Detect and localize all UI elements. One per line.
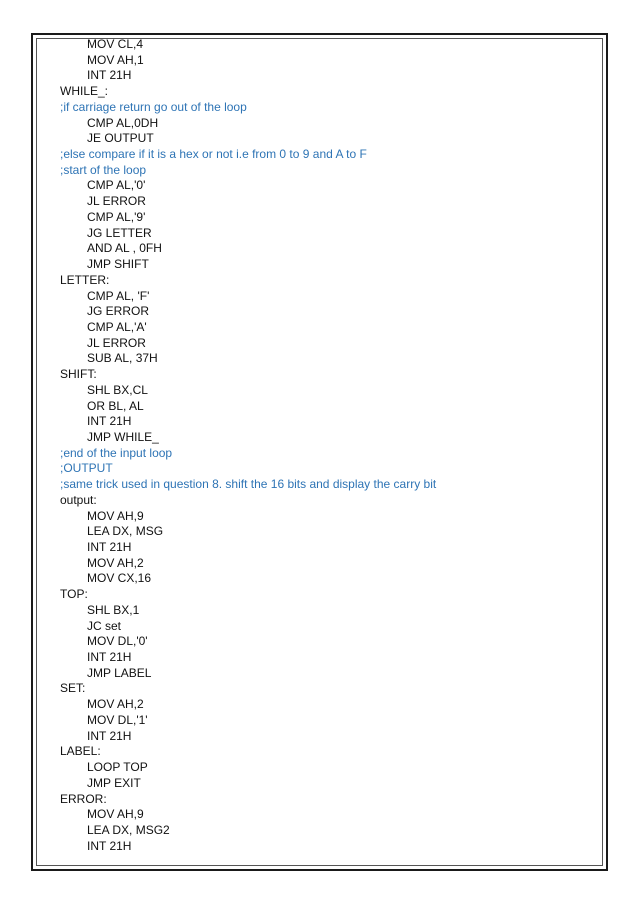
code-line: JG ERROR — [87, 304, 150, 319]
code-label-line: LABEL: — [60, 744, 101, 759]
code-line: JL ERROR — [87, 335, 146, 350]
code-line: SHL BX,1 — [87, 602, 140, 617]
code-line: INT 21H — [87, 540, 132, 554]
code-line: LEA DX, MSG2 — [87, 822, 170, 837]
code-line: INT 21H — [87, 414, 132, 429]
code-line: LEA DX, MSG — [87, 524, 164, 539]
code-line: MOV AH,9 — [87, 508, 144, 523]
code-comment-line: ;start of the loop — [60, 162, 147, 177]
code-line: INT 21H — [87, 650, 132, 665]
code-line: INT 21H — [87, 68, 132, 83]
code-line: MOV AH,1 — [87, 52, 144, 67]
code-line: SHL BX,CL — [87, 382, 148, 397]
code-line: JMP LABEL — [87, 665, 152, 680]
code-line: CMP AL,'0' — [87, 178, 146, 193]
code-line: OR BL, AL — [87, 398, 144, 413]
code-line: AND AL , 0FH — [87, 241, 162, 256]
code-line: CMP AL,'A' — [87, 319, 147, 334]
code-line: JMP SHIFT — [87, 257, 149, 272]
code-line: JG LETTER — [87, 225, 152, 240]
code-comment-line: ;end of the input loop — [60, 445, 173, 460]
code-line: MOV DL,'1' — [87, 712, 148, 727]
code-label-line: SET: — [60, 681, 86, 696]
code-comment-line: ;OUTPUT — [60, 461, 113, 476]
code-comment-line: ;if carriage return go out of the loop — [60, 99, 247, 114]
code-line: CMP AL, 'F' — [87, 288, 150, 303]
code-comment-line: ;else compare if it is a hex or not i.e from 0 to 9 and A to F — [60, 147, 367, 162]
code-label-line: output: — [60, 492, 97, 507]
code-comment-line: ;same trick used in question 8. shift the 16 bits and display the carry bit — [60, 477, 437, 492]
code-line: MOV AH,9 — [87, 807, 144, 822]
code-line: MOV CL,4 — [87, 37, 144, 51]
code-line: JMP WHILE_ — [87, 429, 159, 444]
code-line: CMP AL,'9' — [87, 209, 146, 224]
code-line: JE OUTPUT — [87, 131, 154, 146]
code-line: MOV CX,16 — [87, 571, 152, 586]
assembly-code-listing — [60, 37, 600, 854]
code-line: MOV AH,2 — [87, 697, 144, 712]
code-line: INT 21H — [87, 838, 132, 853]
code-line: MOV AH,2 — [87, 555, 144, 570]
code-line: INT 21H — [87, 728, 132, 743]
code-line: LOOP TOP — [87, 760, 148, 775]
code-label-line: WHILE_: — [60, 84, 109, 99]
code-line: JL ERROR — [87, 194, 146, 209]
code-label-line: TOP: — [60, 587, 88, 602]
code-line: MOV DL,'0' — [87, 634, 148, 649]
code-label-line: ERROR: — [60, 791, 107, 806]
code-line: SUB AL, 37H — [87, 351, 158, 366]
code-line: CMP AL,0DH — [87, 115, 159, 130]
code-label-line: SHIFT: — [60, 367, 97, 382]
code-label-line: LETTER: — [60, 272, 110, 287]
code-line: JMP EXIT — [87, 775, 141, 790]
code-line: JC set — [87, 618, 122, 633]
